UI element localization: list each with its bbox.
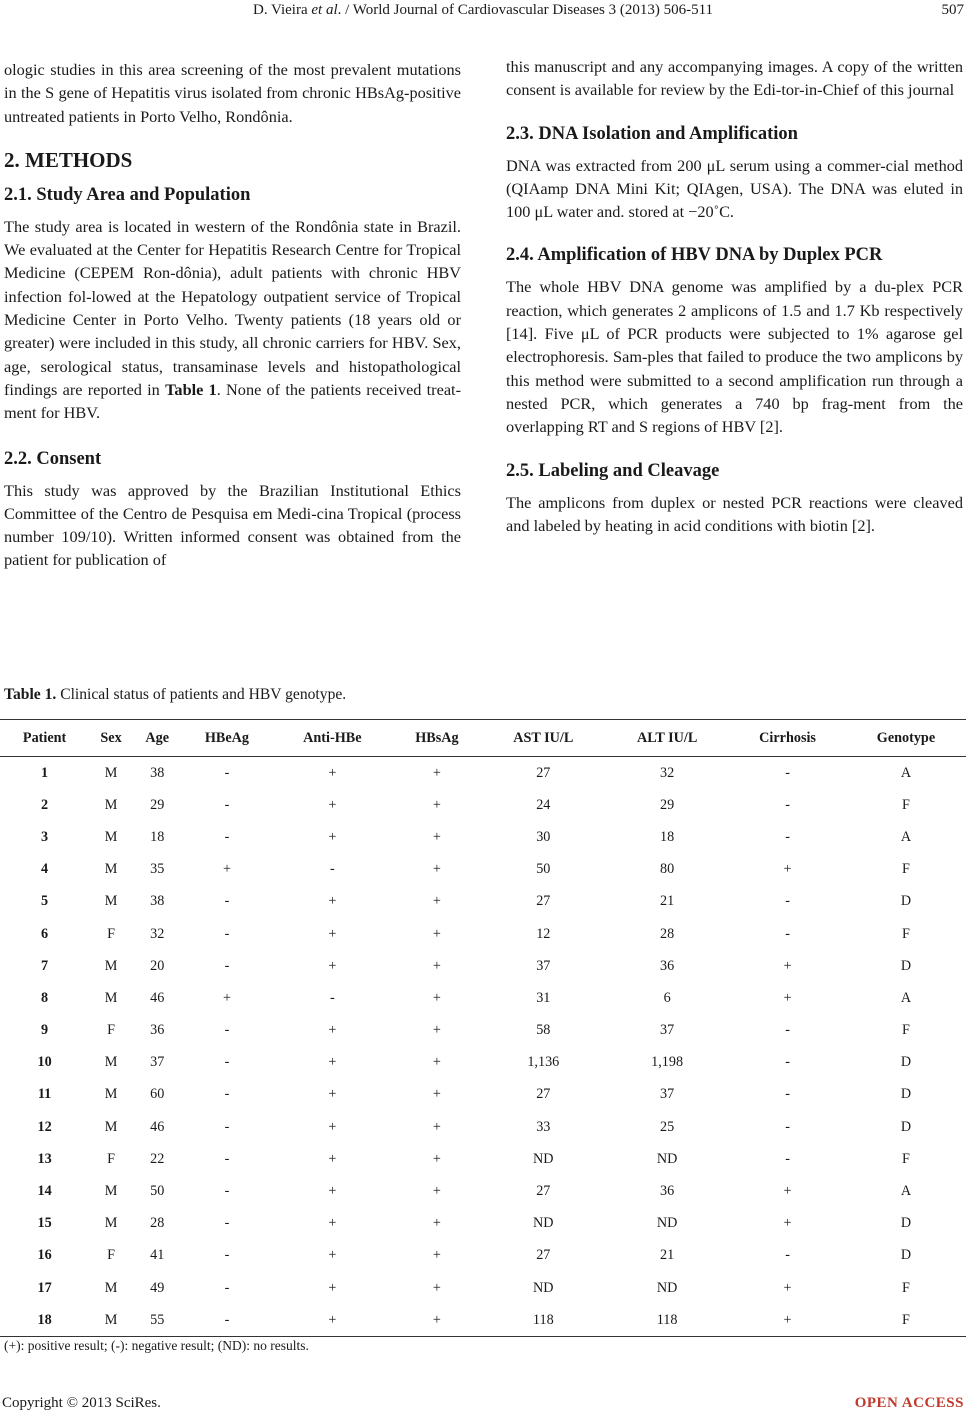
table-row bbox=[0, 821, 966, 853]
table-cell: 27 bbox=[536, 1183, 551, 1200]
table-cell: 33 bbox=[536, 1118, 551, 1135]
table-cell: M bbox=[104, 764, 118, 781]
section-2-1-text-a: The study area is located in western of the Rondônia state in Brazil. We evaluated at the Center for Hepatitis Research Centre for Tropical Medicine (CEPEM Ron-dônia), adult patients with chronic HBV infection fol-lowed at the Hepatology outpatient service of Tropical Medicine Center in Porto Velho. Twenty patients (18 years old or greater) were included in this study, all chronic carriers for HBV. Sex, age, serological status, transaminase levels and histopathological findings are reported in bbox=[4, 216, 461, 399]
table-cell: + bbox=[328, 1118, 337, 1135]
running-head bbox=[0, 0, 966, 22]
table-caption-label: Table 1. bbox=[4, 686, 57, 703]
table-cell: 118 bbox=[605, 1304, 729, 1337]
table-cell: + bbox=[328, 893, 337, 910]
table-cell: - bbox=[224, 1054, 230, 1071]
table-cell: 27 bbox=[536, 1247, 551, 1264]
table-cell: - bbox=[329, 861, 335, 878]
table-cell: + bbox=[783, 861, 792, 878]
consent-continued-paragraph: this manuscript and any accompanying images. A copy of the written consent is available for review by the Edi-tor-in-Chief of this journal bbox=[506, 57, 963, 100]
table-cell: + bbox=[432, 764, 441, 781]
table-cell: D bbox=[900, 1215, 912, 1232]
table-cell: 37 bbox=[660, 1022, 675, 1039]
table-cell: + bbox=[432, 1022, 441, 1039]
left-column bbox=[4, 58, 461, 572]
table-cell: 32 bbox=[660, 764, 675, 781]
table-row bbox=[0, 1240, 966, 1272]
table-cell: + bbox=[432, 1215, 441, 1232]
patient-id-cell: 6 bbox=[41, 925, 49, 942]
table-cell: 21 bbox=[660, 893, 675, 910]
table-cell: 35 bbox=[150, 861, 165, 878]
table-cell: 27 bbox=[536, 893, 551, 910]
column-header: HBeAg bbox=[182, 720, 273, 757]
patient-id-cell: 7 bbox=[41, 957, 49, 974]
section-2-1-paragraph bbox=[4, 215, 461, 425]
table-row bbox=[0, 1079, 966, 1111]
table-row bbox=[0, 1143, 966, 1175]
table-cell: M bbox=[104, 957, 118, 974]
table-row bbox=[0, 886, 966, 918]
table-cell: 36 bbox=[150, 1022, 165, 1039]
table-cell: + bbox=[328, 1022, 337, 1039]
section-2-1-text-b: . None of the patients received treat-ment for HBV. bbox=[4, 379, 462, 423]
table-cell: - bbox=[224, 1279, 230, 1296]
table-cell: + bbox=[783, 1215, 792, 1232]
patient-id-cell: 17 bbox=[37, 1279, 52, 1296]
table-cell: ND bbox=[533, 1215, 554, 1232]
table-cell: + bbox=[328, 1086, 337, 1103]
table-cell: 18 bbox=[660, 828, 675, 845]
methods-heading: 2. METHODS bbox=[4, 147, 133, 172]
table-cell: + bbox=[432, 1118, 441, 1135]
table-cell: - bbox=[224, 1247, 230, 1264]
patient-id-cell: 4 bbox=[41, 861, 49, 878]
table-cell: + bbox=[432, 1247, 441, 1264]
table-cell: 55 bbox=[133, 1304, 182, 1337]
table-cell: 31 bbox=[536, 989, 551, 1006]
table-cell: M bbox=[104, 1054, 118, 1071]
table-row bbox=[0, 789, 966, 821]
table-row bbox=[0, 950, 966, 982]
table-cell: F bbox=[902, 1279, 910, 1296]
table-cell: + bbox=[432, 925, 441, 942]
column-header: Genotype bbox=[846, 720, 966, 757]
column-header: Patient bbox=[0, 720, 89, 757]
table-cell: - bbox=[224, 1183, 230, 1200]
section-2-4-paragraph: The whole HBV DNA genome was amplified by a du-plex PCR reaction, which generates 2 amplicons of 1.5 and 1.7 Kb respectively [14]. Five μL of PCR products were subjected to 1% agarose gel electrophoresis. Sam-ples that failed to produce the two amplicons by this method were submitted to a second amplification run through a nested PCR, which generates a 740 bp frag-ment from the overlapping RT and S regions of HBV [2]. bbox=[506, 277, 963, 437]
table-cell: + bbox=[328, 1279, 337, 1296]
patient-id-cell: 2 bbox=[41, 796, 49, 813]
table-cell: 29 bbox=[660, 796, 675, 813]
column-header: Anti-HBe bbox=[272, 720, 392, 757]
table-cell: + bbox=[328, 828, 337, 845]
table-cell: - bbox=[224, 796, 230, 813]
table-cell: M bbox=[104, 1086, 118, 1103]
table-cell: 38 bbox=[150, 764, 165, 781]
table-cell: 80 bbox=[660, 861, 675, 878]
table-cell: M bbox=[104, 796, 118, 813]
table-cell: - bbox=[224, 764, 230, 781]
table-cell: M bbox=[104, 1183, 118, 1200]
table-cell: 37 bbox=[536, 957, 551, 974]
table-cell: - bbox=[224, 1022, 230, 1039]
table-cell: - bbox=[785, 796, 790, 813]
table-cell: 25 bbox=[660, 1118, 675, 1135]
table-row bbox=[0, 1272, 966, 1304]
table-row bbox=[0, 1111, 966, 1143]
table-caption-text: Clinical status of patients and HBV genotype. bbox=[56, 686, 347, 703]
table-row bbox=[0, 918, 966, 950]
table-cell: F bbox=[107, 1150, 115, 1167]
table-row bbox=[0, 1047, 966, 1079]
table-cell: D bbox=[900, 1086, 912, 1103]
table-cell: + bbox=[432, 989, 441, 1006]
table-cell: + bbox=[328, 764, 337, 781]
table-cell: - bbox=[785, 1054, 790, 1071]
table-cell: A bbox=[900, 828, 912, 845]
table-cell: + bbox=[783, 957, 792, 974]
table-cell: - bbox=[785, 1150, 790, 1167]
table-cell: - bbox=[785, 925, 790, 942]
table-row bbox=[0, 1015, 966, 1047]
table-cell: 118 bbox=[482, 1304, 606, 1337]
table-cell: 21 bbox=[660, 1247, 675, 1264]
table-cell: + bbox=[432, 861, 441, 878]
intro-continued-paragraph: ologic studies in this area screening of the most prevalent mutations in the S gene of Hepatitis virus isolated from chronic HBsAg-positive untreated patients in Porto Velho, Rondônia. bbox=[4, 60, 461, 126]
section-2-2-heading: 2.2. Consent bbox=[4, 448, 102, 469]
table-cell: 27 bbox=[536, 764, 551, 781]
table-cell: D bbox=[900, 1247, 912, 1264]
table-cell: D bbox=[900, 957, 912, 974]
table-cell: 37 bbox=[150, 1054, 165, 1071]
table-cell: M bbox=[104, 1215, 118, 1232]
table-cell: + bbox=[432, 957, 441, 974]
section-2-1-heading: 2.1. Study Area and Population bbox=[4, 184, 251, 205]
patient-id-cell: 14 bbox=[37, 1183, 52, 1200]
table-cell: - bbox=[224, 893, 230, 910]
table-cell: + bbox=[783, 1183, 792, 1200]
table-cell: D bbox=[900, 1054, 912, 1071]
table-cell: ND bbox=[656, 1150, 678, 1167]
table-cell: + bbox=[432, 1054, 441, 1071]
table-cell: D bbox=[900, 893, 912, 910]
running-head-etal: et al bbox=[311, 2, 338, 18]
table-cell: - bbox=[785, 828, 790, 845]
table-cell: + bbox=[432, 1150, 441, 1167]
table-1-reference: Table 1 bbox=[165, 379, 217, 399]
table-cell: + bbox=[328, 1054, 337, 1071]
running-head-author: D. Vieira bbox=[252, 2, 312, 18]
table-cell: 46 bbox=[150, 989, 165, 1006]
section-2-3-paragraph: DNA was extracted from 200 μL serum using a commer-cial method (QIAamp DNA Mini Kit; QIAgen, USA). The DNA was eluted in 100 μL water and. stored at −20˚C. bbox=[506, 155, 963, 222]
table-cell: + bbox=[328, 925, 337, 942]
table-cell: 60 bbox=[150, 1086, 165, 1103]
table-header-row bbox=[0, 720, 966, 757]
table-cell: 29 bbox=[150, 796, 165, 813]
table-caption bbox=[4, 685, 346, 705]
patient-id-cell: 5 bbox=[41, 893, 49, 910]
table-cell: 30 bbox=[536, 828, 551, 845]
table-cell: M bbox=[104, 989, 118, 1006]
table-cell: + bbox=[783, 989, 792, 1006]
table-cell: + bbox=[432, 1183, 441, 1200]
table-cell: M bbox=[104, 1279, 118, 1296]
table-row bbox=[0, 1175, 966, 1207]
table-cell: + bbox=[432, 1279, 441, 1296]
table-cell: 22 bbox=[150, 1150, 165, 1167]
table-cell: 49 bbox=[150, 1279, 165, 1296]
patient-id-cell: 1 bbox=[41, 764, 49, 781]
table-cell: 28 bbox=[150, 1215, 165, 1232]
table-cell: A bbox=[900, 1183, 912, 1200]
column-header: ALT IU/L bbox=[605, 720, 729, 757]
table-cell: + bbox=[328, 957, 337, 974]
table-cell: - bbox=[785, 1118, 790, 1135]
table-cell: + bbox=[432, 796, 441, 813]
table-cell: 24 bbox=[536, 796, 551, 813]
section-2-2-paragraph: This study was approved by the Brazilian Institutional Ethics Committee of the Centro de Pesquisa em Medi-cina Tropical (process number 109/10). Written informed consent was obtained from the patient for publication of bbox=[4, 480, 461, 570]
table-cell: + bbox=[392, 1304, 481, 1337]
table-cell: ND bbox=[533, 1150, 554, 1167]
table-cell: + bbox=[272, 1304, 392, 1337]
table-cell: - bbox=[224, 1215, 230, 1232]
table-cell: 1,198 bbox=[651, 1054, 684, 1071]
table-cell: 50 bbox=[150, 1183, 165, 1200]
table-cell: - bbox=[785, 764, 790, 781]
table-footnote: (+): positive result; (-): negative result; (ND): no results. bbox=[4, 1338, 309, 1353]
table-cell: 28 bbox=[660, 925, 675, 942]
table-cell: 36 bbox=[660, 957, 675, 974]
table-cell: ND bbox=[533, 1279, 554, 1296]
section-2-4-heading: 2.4. Amplification of HBV DNA by Duplex PCR bbox=[506, 245, 883, 266]
table-row bbox=[0, 982, 966, 1014]
table-cell: 18 bbox=[150, 828, 165, 845]
patient-id-cell: 11 bbox=[37, 1086, 52, 1103]
table-cell: + bbox=[729, 1304, 846, 1337]
table-cell: - bbox=[224, 957, 230, 974]
column-header: Cirrhosis bbox=[729, 720, 846, 757]
table-cell: M bbox=[104, 1118, 118, 1135]
table-cell: D bbox=[900, 1118, 912, 1135]
table-row bbox=[0, 1208, 966, 1240]
column-header: AST IU/L bbox=[482, 720, 606, 757]
table-cell: 58 bbox=[536, 1022, 551, 1039]
table-cell: M bbox=[104, 861, 118, 878]
footer-open-access: OPEN ACCESS bbox=[854, 1395, 964, 1411]
table-row bbox=[0, 1304, 966, 1337]
table-cell: F bbox=[846, 1304, 966, 1337]
table-cell: F bbox=[107, 1022, 115, 1039]
table-cell: + bbox=[222, 861, 231, 878]
patient-id-cell: 13 bbox=[37, 1150, 52, 1167]
column-header: Sex bbox=[89, 720, 133, 757]
patient-id-cell: 8 bbox=[41, 989, 49, 1006]
table-cell: 41 bbox=[150, 1247, 165, 1264]
table-cell: 37 bbox=[660, 1086, 675, 1103]
patient-id-cell: 9 bbox=[41, 1022, 49, 1039]
table-cell: M bbox=[104, 828, 118, 845]
table-cell: 1,136 bbox=[527, 1054, 560, 1071]
table-cell: 36 bbox=[660, 1183, 675, 1200]
running-head-journal: . / World Journal of Cardiovascular Diseases 3 (2013) 506-511 bbox=[337, 2, 714, 18]
table-cell: 50 bbox=[536, 861, 551, 878]
table-cell: 27 bbox=[536, 1086, 551, 1103]
table-cell: - bbox=[785, 1022, 790, 1039]
footer-copyright: Copyright © 2013 SciRes. bbox=[2, 1395, 161, 1411]
clinical-status-table bbox=[0, 719, 966, 1337]
table-cell: + bbox=[328, 1183, 337, 1200]
table-cell: F bbox=[902, 925, 910, 942]
patient-id-cell: 10 bbox=[37, 1054, 52, 1071]
table-cell: ND bbox=[656, 1215, 678, 1232]
patient-id-cell: 3 bbox=[41, 828, 49, 845]
table-cell: ND bbox=[656, 1279, 678, 1296]
table-cell: 32 bbox=[150, 925, 165, 942]
table-row bbox=[0, 854, 966, 886]
table-cell: F bbox=[902, 796, 910, 813]
table-cell: + bbox=[432, 828, 441, 845]
page-number: 507 bbox=[941, 2, 964, 18]
section-2-3-heading: 2.3. DNA Isolation and Amplification bbox=[506, 123, 798, 144]
patient-id-cell: 18 bbox=[0, 1304, 89, 1337]
table-cell: - bbox=[182, 1304, 273, 1337]
table-cell: - bbox=[224, 1150, 230, 1167]
table-cell: - bbox=[224, 925, 230, 942]
patient-id-cell: 16 bbox=[37, 1247, 52, 1264]
table-cell: + bbox=[783, 1279, 792, 1296]
table-cell: - bbox=[785, 1086, 790, 1103]
column-header: HBsAg bbox=[392, 720, 481, 757]
table-cell: 38 bbox=[150, 893, 165, 910]
table-cell: - bbox=[224, 1118, 230, 1135]
table-cell: M bbox=[104, 893, 118, 910]
table-cell: + bbox=[328, 1150, 337, 1167]
table-cell: - bbox=[329, 989, 335, 1006]
column-header: Age bbox=[133, 720, 182, 757]
table-cell: F bbox=[902, 861, 910, 878]
table-cell: + bbox=[432, 893, 441, 910]
table-cell: F bbox=[902, 1022, 910, 1039]
table-row bbox=[0, 757, 966, 790]
table-cell: + bbox=[328, 796, 337, 813]
table-cell: M bbox=[89, 1304, 133, 1337]
table-cell: - bbox=[785, 893, 790, 910]
table-cell: F bbox=[902, 1150, 910, 1167]
table-cell: A bbox=[900, 989, 912, 1006]
table-cell: - bbox=[785, 1247, 790, 1264]
section-2-5-paragraph: The amplicons from duplex or nested PCR reactions were cleaved and labeled by heating in acid conditions with biotin [2]. bbox=[506, 492, 963, 535]
patient-id-cell: 15 bbox=[37, 1215, 52, 1232]
table-cell: + bbox=[328, 1247, 337, 1264]
table-cell: 12 bbox=[536, 925, 551, 942]
table-cell: F bbox=[107, 1247, 115, 1264]
table-cell: F bbox=[107, 925, 115, 942]
table-cell: + bbox=[432, 1086, 441, 1103]
right-column bbox=[506, 55, 963, 537]
table-cell: 46 bbox=[150, 1118, 165, 1135]
table-cell: 20 bbox=[150, 957, 165, 974]
section-2-5-heading: 2.5. Labeling and Cleavage bbox=[506, 460, 720, 481]
table-body bbox=[0, 757, 966, 1337]
table-cell: + bbox=[328, 1215, 337, 1232]
patient-id-cell: 12 bbox=[37, 1118, 52, 1135]
table-cell: - bbox=[224, 1086, 230, 1103]
table-cell: A bbox=[900, 764, 912, 781]
table-cell: - bbox=[224, 828, 230, 845]
table-cell: + bbox=[222, 989, 231, 1006]
table-cell: 6 bbox=[663, 989, 671, 1006]
